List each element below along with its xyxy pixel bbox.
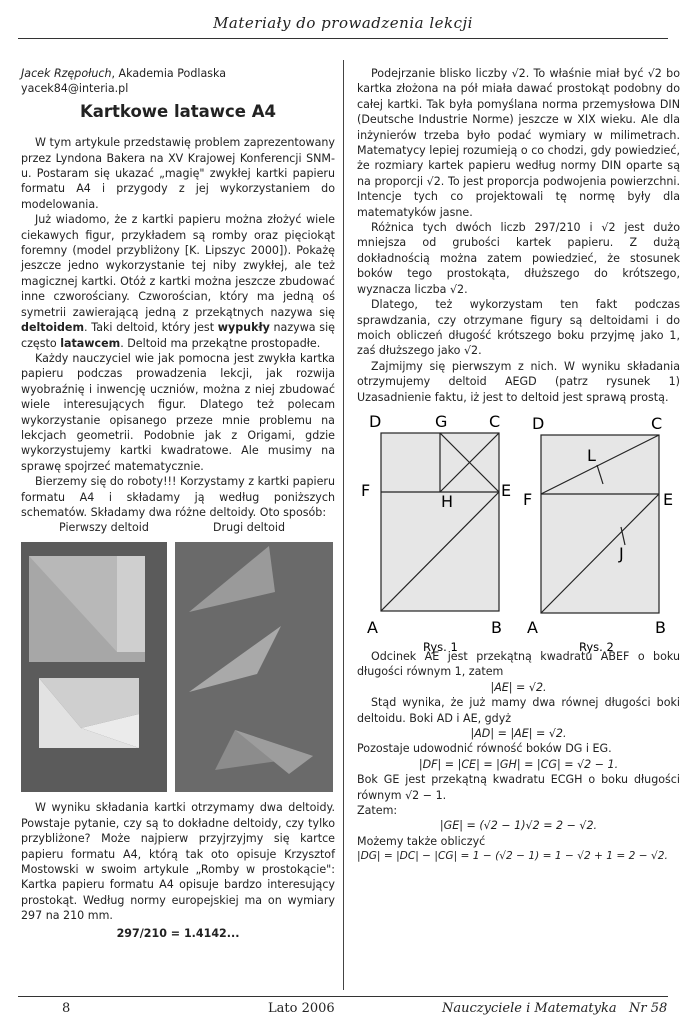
fig2-caption: Rys. 2 bbox=[579, 639, 614, 654]
fig2-label-E: E bbox=[663, 489, 674, 509]
fig1-label-H: H bbox=[441, 491, 454, 511]
fig1-label-D: D bbox=[369, 411, 382, 431]
fig1-label-A: A bbox=[367, 617, 378, 637]
ratio-formula: 297/210 = 1.4142... bbox=[116, 926, 240, 940]
paragraph: Pozostaje udowodnić równość boków DG i EG. bbox=[357, 742, 612, 756]
left-column bbox=[21, 66, 335, 941]
label-first-kite: Pierwszy deltoid bbox=[59, 521, 149, 535]
photo-labels bbox=[21, 520, 335, 536]
equation: |DF| = |CE| = |GH| = |CG| = √2 − 1. bbox=[418, 757, 619, 771]
footer-rule bbox=[18, 996, 668, 997]
paragraph: Bok GE jest przekątną kwadratu ECGH o boku długości równym √2 − 1. bbox=[357, 773, 680, 802]
paragraph: Zatem: bbox=[357, 804, 398, 817]
article-title: Kartkowe latawce A4 bbox=[79, 101, 276, 121]
paragraph: Możemy także obliczyć bbox=[357, 834, 486, 848]
paragraph: Bierzemy się do roboty!!! Korzystamy z kartki papieru formatu A4 i składamy ją według poniższych schematów. Składamy dwa różne deltoidy. Oto sposób: bbox=[21, 475, 335, 519]
paragraph: Już wiadomo, że z kartki papieru można złożyć wiele ciekawych figur, przykładem są romby oraz pięciokąt foremny (model przybliżony [K. Lipszyc 2000]). Pokażę jeszcze jedno wykorzystanie tej niby zwykłej, ale też magicznej kartki. Otóż z kartki można jeszcze zbudować inne czworościany. Czworościan, który ma jedną oś symetrii zawierającą jedną z przekątnych nazywa się deltoidem. Taki deltoid, który jest wypukły nazywa się często latawcem. Deltoid ma przekątne prostopadłe. bbox=[21, 213, 335, 350]
photo-first-kite bbox=[21, 542, 167, 792]
photos bbox=[21, 542, 335, 792]
fig2-label-D: D bbox=[532, 413, 545, 433]
right-column bbox=[357, 66, 680, 865]
paragraph: Dlatego, też wykorzystam ten fakt podczas sprawdzania, czy otrzymane figury są deltoidami i do moich obliczeń długość krótszego boku przyjmę jako 1, zaś dłuższego jako √2. bbox=[357, 298, 680, 358]
figure-1 bbox=[381, 433, 499, 611]
paragraph: Każdy nauczyciel wie jak pomocna jest zwykła kartka papieru podczas prowadzenia lekcji, jak rozwija wyobraźnię i inwencję uczniów, można z niej zbudować wiele interesujących figur. Dlatego też polecam wykorzystanie opisanego przeze mnie problemu na lekcjach geometrii. Podobnie jak z Origami, gdzie wykorzystujemy kartki kwadratowe. Ale musimy na sprawę spojrzeć matematycznie. bbox=[21, 351, 335, 473]
paragraph: W wyniku składania kartki otrzymamy dwa deltoidy. Powstaje pytanie, czy są to dokładne deltoidy, czy tylko przybliżone? Może najpierw przyjrzyjmy się kartce papieru formatu A4, którą tak oto opisuje Krzysztof Mostowski w swoim artykule „Romby w prostokącie": Kartka papieru formatu A4 opisuje bardzo interesujący prostokąt. Według normy europejskiej ma on wymiary 297 na 210 mm. bbox=[21, 801, 335, 923]
journal-name: Nauczyciele i Matematyka Nr 58 bbox=[442, 1001, 668, 1016]
fig1-label-G: G bbox=[435, 411, 448, 431]
page-header: Materiały do prowadzenia lekcji bbox=[213, 14, 473, 32]
fig2-label-L: L bbox=[587, 445, 596, 465]
photo-second-kite bbox=[175, 542, 333, 792]
fig1-label-F: F bbox=[361, 480, 371, 500]
paragraph: Różnica tych dwóch liczb 297/210 i √2 jest dużo mniejsza od grubości kartek papieru. Z dużą dokładnością można zatem powiedzieć, że stosunek boków tego prostokąta, dłuższego do krótszego, wyznacza liczba √2. bbox=[357, 221, 680, 296]
fig2-label-B: B bbox=[655, 617, 666, 637]
paragraph: Podejrzanie blisko liczby √2. To właśnie miał być √2 bo kartka złożona na pół miała dawać prostokąt podobny do całej kartki. Tak była pomyślana norma przemysłowa DIN (Deutsche Industrie Norme) jeszcze w XIX wieku. Ale dla inżynierów trzeba było podać wymiary w milimetrach. Matematycy lepiej rozumieją o co chodzi, gdy powiedzieć, że rozmiary kartek papieru według normy DIN oparte są na proporcji √2. To jest proporcja podwojenia powierzchni. Intencje tych co projektowali tę normę były dla matematyków jasne. bbox=[357, 67, 680, 219]
figures bbox=[357, 407, 680, 654]
equation: |GE| = (√2 − 1)√2 = 2 − √2. bbox=[439, 819, 598, 833]
author-name: Jacek Rzępołuch bbox=[21, 67, 112, 80]
fig2-label-C: C bbox=[651, 413, 663, 433]
equation: |AD| = |AE| = √2. bbox=[470, 726, 567, 740]
fig1-caption: Rys. 1 bbox=[423, 639, 458, 654]
author-email[interactable]: yacek84@interia.pl bbox=[21, 82, 129, 96]
paragraph: Zajmijmy się pierwszym z nich. W wyniku składania otrzymujemy deltoid AEGD (patrz rysunek 1) Uzasadnienie faktu, iż jest to deltoid jest sprawą prostą. bbox=[357, 359, 680, 404]
equation: |AE| = √2. bbox=[490, 680, 547, 694]
paragraph: W tym artykule przedstawię problem zaprezentowany przez Lyndona Bakera na XV Krajowej Konferencji SNM-u. Postaram się ukazać „magię" zwykłej kartki papieru formatu A4 i przygody z jej wykorzystaniem do modelowania. bbox=[21, 136, 335, 211]
equation: |DG| = |DC| − |CG| = 1 − (√2 − 1) = 1 − √2 + 1 = 2 − √2. bbox=[357, 850, 668, 863]
header-rule bbox=[18, 38, 668, 39]
label-second-kite: Drugi deltoid bbox=[213, 521, 285, 535]
paragraph: Stąd wynika, że już mamy dwa równej długości boki deltoidu. Boki AD i AE, gdyż bbox=[357, 696, 680, 725]
figure-2 bbox=[541, 435, 659, 613]
fig2-label-J: J bbox=[619, 543, 624, 563]
fig1-label-C: C bbox=[489, 411, 501, 431]
fig1-label-E: E bbox=[501, 480, 512, 500]
fig1-label-B: B bbox=[491, 617, 502, 637]
paragraph: Odcinek AE jest przekątną kwadratu ABEF o boku długości równym 1, zatem bbox=[357, 649, 680, 679]
fig2-label-A: A bbox=[527, 617, 538, 637]
author-affiliation: , Akademia Podlaska bbox=[111, 67, 227, 80]
column-divider bbox=[343, 60, 344, 990]
fig2-label-F: F bbox=[523, 489, 533, 509]
page-number: 8 bbox=[62, 1001, 71, 1016]
issue-label: Lato 2006 bbox=[268, 1001, 335, 1016]
